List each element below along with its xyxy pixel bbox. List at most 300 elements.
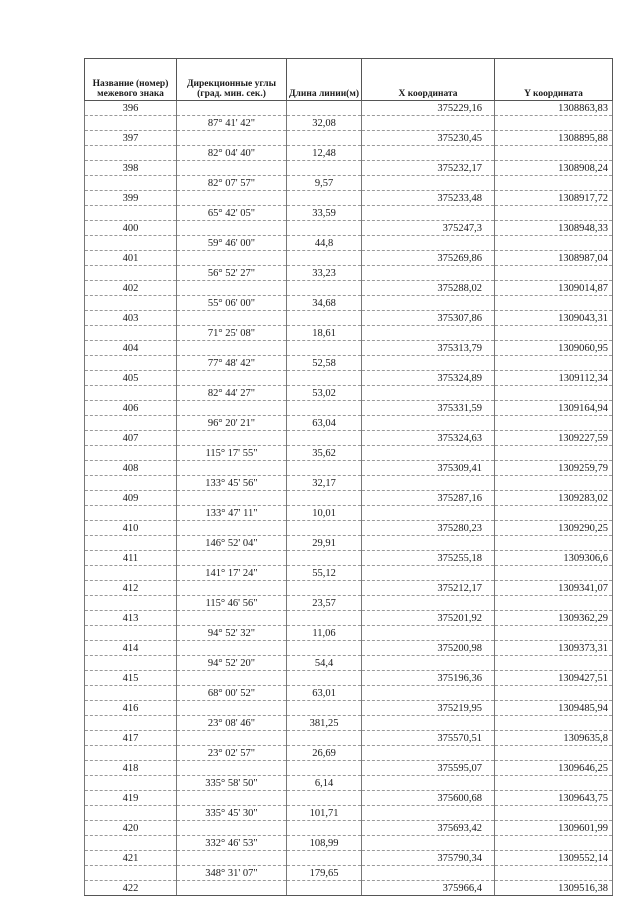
x-coordinate-cell: [362, 236, 495, 251]
point-number-cell: 398: [85, 161, 177, 176]
x-coordinate-cell: [362, 386, 495, 401]
line-length-cell: [287, 401, 362, 416]
line-length-cell: [287, 161, 362, 176]
point-number-cell: 396: [85, 101, 177, 116]
point-number-cell: [85, 146, 177, 161]
direction-angle-cell: 335° 45' 30": [177, 806, 287, 821]
direction-angle-cell: 94° 52' 20": [177, 656, 287, 671]
boundary-coordinates-sheet: [84, 58, 612, 896]
x-coordinate-cell: [362, 326, 495, 341]
point-number-cell: 399: [85, 191, 177, 206]
direction-angle-cell: [177, 161, 287, 176]
direction-angle-cell: 82° 07' 57": [177, 176, 287, 191]
point-number-cell: [85, 716, 177, 731]
x-coordinate-cell: [362, 206, 495, 221]
direction-angle-cell: [177, 581, 287, 596]
table-row: [85, 686, 613, 701]
x-coordinate-cell: [362, 446, 495, 461]
direction-angle-cell: 55° 06' 00": [177, 296, 287, 311]
table-row: [85, 536, 613, 551]
table-row: [85, 791, 613, 806]
point-number-cell: 415: [85, 671, 177, 686]
table-row: [85, 356, 613, 371]
point-number-cell: 412: [85, 581, 177, 596]
direction-angle-cell: [177, 101, 287, 116]
line-length-cell: [287, 821, 362, 836]
x-coordinate-cell: 375219,95: [362, 701, 495, 716]
line-length-cell: 32,08: [287, 116, 362, 131]
table-row: [85, 461, 613, 476]
x-coordinate-cell: 375309,41: [362, 461, 495, 476]
x-coordinate-cell: [362, 116, 495, 131]
table-row: [85, 281, 613, 296]
direction-angle-cell: [177, 191, 287, 206]
x-coordinate-cell: 375324,89: [362, 371, 495, 386]
x-coordinate-cell: 375233,48: [362, 191, 495, 206]
point-number-cell: [85, 266, 177, 281]
x-coordinate-cell: 375229,16: [362, 101, 495, 116]
direction-angle-cell: 115° 46' 56": [177, 596, 287, 611]
line-length-cell: 33,59: [287, 206, 362, 221]
table-row: [85, 341, 613, 356]
direction-angle-cell: 115° 17' 55": [177, 446, 287, 461]
x-coordinate-cell: 375232,17: [362, 161, 495, 176]
line-length-cell: [287, 371, 362, 386]
x-coordinate-cell: 375230,45: [362, 131, 495, 146]
y-coordinate-cell: [495, 806, 613, 821]
table-row: [85, 386, 613, 401]
point-number-cell: 403: [85, 311, 177, 326]
y-coordinate-cell: 1309112,34: [495, 371, 613, 386]
y-coordinate-cell: [495, 416, 613, 431]
direction-angle-cell: [177, 611, 287, 626]
direction-angle-cell: [177, 131, 287, 146]
table-row: [85, 116, 613, 131]
y-coordinate-cell: 1309635,8: [495, 731, 613, 746]
point-number-cell: [85, 626, 177, 641]
y-coordinate-cell: [495, 476, 613, 491]
line-length-cell: 44,8: [287, 236, 362, 251]
point-number-cell: 421: [85, 851, 177, 866]
table-row: [85, 521, 613, 536]
table-row: [85, 146, 613, 161]
line-length-cell: [287, 341, 362, 356]
point-number-cell: 406: [85, 401, 177, 416]
x-coordinate-cell: [362, 866, 495, 881]
table-row: [85, 776, 613, 791]
direction-angle-cell: [177, 491, 287, 506]
direction-angle-cell: [177, 671, 287, 686]
x-coordinate-cell: [362, 476, 495, 491]
direction-angle-cell: 335° 58' 50": [177, 776, 287, 791]
y-coordinate-cell: [495, 596, 613, 611]
point-number-cell: [85, 566, 177, 581]
header-y-coordinate: Y координата: [495, 59, 613, 101]
direction-angle-cell: [177, 701, 287, 716]
direction-angle-cell: [177, 431, 287, 446]
y-coordinate-cell: [495, 326, 613, 341]
x-coordinate-cell: [362, 356, 495, 371]
point-number-cell: [85, 536, 177, 551]
table-row: [85, 176, 613, 191]
x-coordinate-cell: [362, 146, 495, 161]
y-coordinate-cell: 1309516,38: [495, 881, 613, 896]
y-coordinate-cell: [495, 866, 613, 881]
direction-angle-cell: [177, 551, 287, 566]
point-number-cell: [85, 236, 177, 251]
direction-angle-cell: 59° 46' 00": [177, 236, 287, 251]
x-coordinate-cell: 375331,59: [362, 401, 495, 416]
x-coordinate-cell: [362, 536, 495, 551]
line-length-cell: 101,71: [287, 806, 362, 821]
y-coordinate-cell: 1309552,14: [495, 851, 613, 866]
direction-angle-cell: [177, 821, 287, 836]
y-coordinate-cell: [495, 206, 613, 221]
x-coordinate-cell: 375247,3: [362, 221, 495, 236]
y-coordinate-cell: 1309290,25: [495, 521, 613, 536]
direction-angle-cell: 77° 48' 42": [177, 356, 287, 371]
point-number-cell: [85, 596, 177, 611]
table-row: [85, 296, 613, 311]
direction-angle-cell: 146° 52' 04": [177, 536, 287, 551]
line-length-cell: [287, 851, 362, 866]
x-coordinate-cell: [362, 416, 495, 431]
line-length-cell: [287, 611, 362, 626]
x-coordinate-cell: 375288,02: [362, 281, 495, 296]
header-point-name: Название (номер) межевого знака: [85, 59, 177, 101]
point-number-cell: [85, 296, 177, 311]
point-number-cell: 419: [85, 791, 177, 806]
y-coordinate-cell: 1309485,94: [495, 701, 613, 716]
line-length-cell: [287, 761, 362, 776]
line-length-cell: [287, 791, 362, 806]
x-coordinate-cell: 375269,86: [362, 251, 495, 266]
y-coordinate-cell: 1308908,24: [495, 161, 613, 176]
line-length-cell: 52,58: [287, 356, 362, 371]
y-coordinate-cell: [495, 266, 613, 281]
x-coordinate-cell: 375200,98: [362, 641, 495, 656]
line-length-cell: 54,4: [287, 656, 362, 671]
point-number-cell: [85, 686, 177, 701]
line-length-cell: 10,01: [287, 506, 362, 521]
x-coordinate-cell: 375693,42: [362, 821, 495, 836]
x-coordinate-cell: 375201,92: [362, 611, 495, 626]
direction-angle-cell: [177, 341, 287, 356]
boundary-coordinates-table: [84, 58, 613, 896]
point-number-cell: [85, 356, 177, 371]
point-number-cell: 397: [85, 131, 177, 146]
table-row: [85, 881, 613, 896]
line-length-cell: [287, 701, 362, 716]
y-coordinate-cell: 1309227,59: [495, 431, 613, 446]
x-coordinate-cell: [362, 296, 495, 311]
y-coordinate-cell: 1309646,25: [495, 761, 613, 776]
y-coordinate-cell: 1308917,72: [495, 191, 613, 206]
direction-angle-cell: 82° 44' 27": [177, 386, 287, 401]
direction-angle-cell: [177, 371, 287, 386]
y-coordinate-cell: [495, 146, 613, 161]
line-length-cell: 26,69: [287, 746, 362, 761]
table-row: [85, 491, 613, 506]
x-coordinate-cell: [362, 266, 495, 281]
line-length-cell: 6,14: [287, 776, 362, 791]
x-coordinate-cell: [362, 176, 495, 191]
y-coordinate-cell: 1308863,83: [495, 101, 613, 116]
line-length-cell: 179,65: [287, 866, 362, 881]
table-row: [85, 371, 613, 386]
line-length-cell: [287, 881, 362, 896]
y-coordinate-cell: 1309601,99: [495, 821, 613, 836]
line-length-cell: [287, 491, 362, 506]
header-angles: Дирекционные углы (град. мин. сек.): [177, 59, 287, 101]
point-number-cell: 405: [85, 371, 177, 386]
line-length-cell: 108,99: [287, 836, 362, 851]
x-coordinate-cell: 375212,17: [362, 581, 495, 596]
direction-angle-cell: [177, 731, 287, 746]
point-number-cell: [85, 446, 177, 461]
line-length-cell: [287, 311, 362, 326]
table-row: [85, 701, 613, 716]
point-number-cell: [85, 506, 177, 521]
line-length-cell: 32,17: [287, 476, 362, 491]
line-length-cell: [287, 251, 362, 266]
x-coordinate-cell: 375287,16: [362, 491, 495, 506]
x-coordinate-cell: [362, 656, 495, 671]
direction-angle-cell: [177, 521, 287, 536]
line-length-cell: 12,48: [287, 146, 362, 161]
x-coordinate-cell: [362, 806, 495, 821]
x-coordinate-cell: [362, 746, 495, 761]
direction-angle-cell: 23° 02' 57": [177, 746, 287, 761]
table-row: [85, 746, 613, 761]
direction-angle-cell: [177, 791, 287, 806]
table-body: [85, 101, 613, 896]
point-number-cell: 416: [85, 701, 177, 716]
y-coordinate-cell: 1309362,29: [495, 611, 613, 626]
point-number-cell: [85, 386, 177, 401]
line-length-cell: [287, 281, 362, 296]
table-header-row: [85, 59, 613, 101]
y-coordinate-cell: 1309259,79: [495, 461, 613, 476]
table-row: [85, 596, 613, 611]
x-coordinate-cell: 375790,34: [362, 851, 495, 866]
y-coordinate-cell: [495, 356, 613, 371]
line-length-cell: [287, 191, 362, 206]
line-length-cell: [287, 671, 362, 686]
direction-angle-cell: 141° 17' 24": [177, 566, 287, 581]
point-number-cell: 414: [85, 641, 177, 656]
table-row: [85, 401, 613, 416]
direction-angle-cell: [177, 851, 287, 866]
y-coordinate-cell: 1309060,95: [495, 341, 613, 356]
direction-angle-cell: [177, 461, 287, 476]
y-coordinate-cell: 1308987,04: [495, 251, 613, 266]
line-length-cell: 29,91: [287, 536, 362, 551]
direction-angle-cell: 65° 42' 05": [177, 206, 287, 221]
table-row: [85, 836, 613, 851]
line-length-cell: [287, 731, 362, 746]
table-row: [85, 431, 613, 446]
line-length-cell: [287, 431, 362, 446]
table-row: [85, 326, 613, 341]
table-row: [85, 581, 613, 596]
point-number-cell: 410: [85, 521, 177, 536]
table-row: [85, 731, 613, 746]
y-coordinate-cell: 1309306,6: [495, 551, 613, 566]
direction-angle-cell: 332° 46' 53": [177, 836, 287, 851]
direction-angle-cell: 82° 04' 40": [177, 146, 287, 161]
line-length-cell: 381,25: [287, 716, 362, 731]
point-number-cell: 401: [85, 251, 177, 266]
direction-angle-cell: 71° 25' 08": [177, 326, 287, 341]
point-number-cell: 413: [85, 611, 177, 626]
x-coordinate-cell: [362, 566, 495, 581]
line-length-cell: 53,02: [287, 386, 362, 401]
y-coordinate-cell: [495, 536, 613, 551]
y-coordinate-cell: [495, 296, 613, 311]
direction-angle-cell: 87° 41' 42": [177, 116, 287, 131]
x-coordinate-cell: 375324,63: [362, 431, 495, 446]
table-row: [85, 716, 613, 731]
y-coordinate-cell: [495, 236, 613, 251]
direction-angle-cell: 23° 08' 46": [177, 716, 287, 731]
y-coordinate-cell: [495, 776, 613, 791]
header-x-coordinate: X координата: [362, 59, 495, 101]
y-coordinate-cell: 1309427,51: [495, 671, 613, 686]
point-number-cell: [85, 776, 177, 791]
line-length-cell: [287, 641, 362, 656]
table-row: [85, 866, 613, 881]
table-row: [85, 236, 613, 251]
x-coordinate-cell: 375280,23: [362, 521, 495, 536]
y-coordinate-cell: 1308895,88: [495, 131, 613, 146]
table-row: [85, 251, 613, 266]
direction-angle-cell: [177, 221, 287, 236]
table-row: [85, 191, 613, 206]
point-number-cell: [85, 836, 177, 851]
table-row: [85, 206, 613, 221]
point-number-cell: [85, 116, 177, 131]
point-number-cell: 404: [85, 341, 177, 356]
point-number-cell: [85, 476, 177, 491]
table-row: [85, 446, 613, 461]
point-number-cell: 417: [85, 731, 177, 746]
x-coordinate-cell: [362, 776, 495, 791]
line-length-cell: 63,04: [287, 416, 362, 431]
direction-angle-cell: [177, 311, 287, 326]
line-length-cell: [287, 131, 362, 146]
header-length: Длина линии(м): [287, 59, 362, 101]
table-row: [85, 671, 613, 686]
point-number-cell: [85, 806, 177, 821]
y-coordinate-cell: [495, 746, 613, 761]
y-coordinate-cell: 1309043,31: [495, 311, 613, 326]
direction-angle-cell: 133° 45' 56": [177, 476, 287, 491]
table-row: [85, 311, 613, 326]
table-row: [85, 476, 613, 491]
y-coordinate-cell: [495, 506, 613, 521]
direction-angle-cell: [177, 881, 287, 896]
direction-angle-cell: [177, 761, 287, 776]
direction-angle-cell: [177, 641, 287, 656]
y-coordinate-cell: 1309341,07: [495, 581, 613, 596]
line-length-cell: 23,57: [287, 596, 362, 611]
point-number-cell: 409: [85, 491, 177, 506]
y-coordinate-cell: [495, 386, 613, 401]
line-length-cell: [287, 221, 362, 236]
y-coordinate-cell: [495, 716, 613, 731]
line-length-cell: 63,01: [287, 686, 362, 701]
y-coordinate-cell: [495, 626, 613, 641]
point-number-cell: 420: [85, 821, 177, 836]
table-row: [85, 641, 613, 656]
x-coordinate-cell: [362, 836, 495, 851]
point-number-cell: [85, 416, 177, 431]
table-row: [85, 266, 613, 281]
direction-angle-cell: 348° 31' 07": [177, 866, 287, 881]
table-row: [85, 161, 613, 176]
direction-angle-cell: 68° 00' 52": [177, 686, 287, 701]
x-coordinate-cell: 375595,07: [362, 761, 495, 776]
y-coordinate-cell: [495, 446, 613, 461]
y-coordinate-cell: 1309283,02: [495, 491, 613, 506]
direction-angle-cell: [177, 281, 287, 296]
table-row: [85, 101, 613, 116]
line-length-cell: 11,06: [287, 626, 362, 641]
x-coordinate-cell: 375966,4: [362, 881, 495, 896]
x-coordinate-cell: [362, 506, 495, 521]
point-number-cell: [85, 746, 177, 761]
table-row: [85, 626, 613, 641]
direction-angle-cell: [177, 401, 287, 416]
line-length-cell: 33,23: [287, 266, 362, 281]
point-number-cell: 422: [85, 881, 177, 896]
line-length-cell: 18,61: [287, 326, 362, 341]
table-row: [85, 761, 613, 776]
table-row: [85, 131, 613, 146]
table-row: [85, 611, 613, 626]
table-row: [85, 656, 613, 671]
x-coordinate-cell: 375570,51: [362, 731, 495, 746]
y-coordinate-cell: 1309164,94: [495, 401, 613, 416]
x-coordinate-cell: [362, 596, 495, 611]
point-number-cell: [85, 866, 177, 881]
x-coordinate-cell: 375196,36: [362, 671, 495, 686]
x-coordinate-cell: 375255,18: [362, 551, 495, 566]
point-number-cell: [85, 326, 177, 341]
point-number-cell: 411: [85, 551, 177, 566]
line-length-cell: 55,12: [287, 566, 362, 581]
table-row: [85, 806, 613, 821]
point-number-cell: [85, 176, 177, 191]
y-coordinate-cell: [495, 566, 613, 581]
x-coordinate-cell: [362, 686, 495, 701]
line-length-cell: [287, 461, 362, 476]
direction-angle-cell: [177, 251, 287, 266]
direction-angle-cell: 133° 47' 11": [177, 506, 287, 521]
line-length-cell: 35,62: [287, 446, 362, 461]
y-coordinate-cell: 1309373,31: [495, 641, 613, 656]
x-coordinate-cell: 375313,79: [362, 341, 495, 356]
point-number-cell: [85, 656, 177, 671]
direction-angle-cell: 56° 52' 27": [177, 266, 287, 281]
point-number-cell: 418: [85, 761, 177, 776]
line-length-cell: [287, 581, 362, 596]
point-number-cell: [85, 206, 177, 221]
line-length-cell: 9,57: [287, 176, 362, 191]
table-row: [85, 851, 613, 866]
x-coordinate-cell: 375307,86: [362, 311, 495, 326]
